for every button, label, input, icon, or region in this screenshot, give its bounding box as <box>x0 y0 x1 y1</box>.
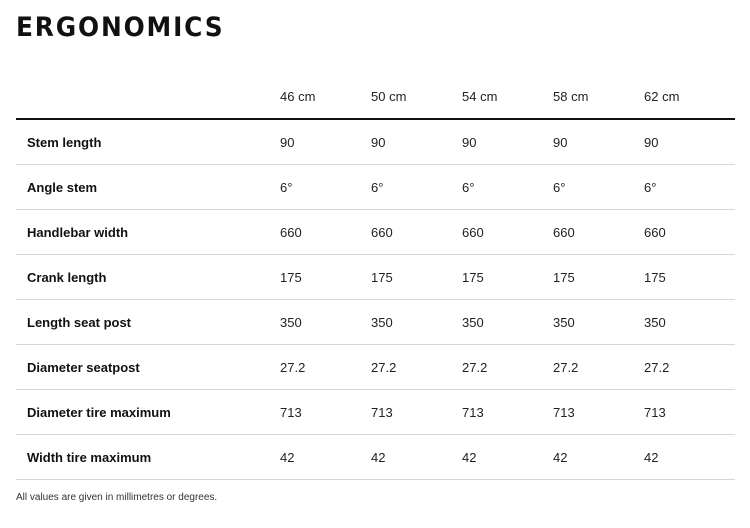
table-row <box>16 300 735 345</box>
table-cell: 350 <box>462 300 553 345</box>
column-header: 46 cm <box>280 74 371 119</box>
table-cell: 175 <box>553 255 644 300</box>
row-label: Width tire maximum <box>16 435 280 480</box>
table-cell: 175 <box>280 255 371 300</box>
table-cell: 90 <box>644 119 735 165</box>
table-cell: 6° <box>280 165 371 210</box>
table-cell: 350 <box>553 300 644 345</box>
table-cell: 713 <box>553 390 644 435</box>
table-cell: 350 <box>371 300 462 345</box>
row-label: Diameter tire maximum <box>16 390 280 435</box>
table-row <box>16 390 735 435</box>
table-cell: 175 <box>462 255 553 300</box>
column-header: 54 cm <box>462 74 553 119</box>
column-header: 50 cm <box>371 74 462 119</box>
table-cell: 660 <box>371 210 462 255</box>
table-cell: 90 <box>280 119 371 165</box>
table-row <box>16 119 735 165</box>
table-cell: 6° <box>553 165 644 210</box>
table-row <box>16 165 735 210</box>
table-cell: 660 <box>280 210 371 255</box>
page-title: ERGONOMICS <box>16 12 225 43</box>
table-cell: 42 <box>462 435 553 480</box>
table-cell: 42 <box>553 435 644 480</box>
table-row <box>16 435 735 480</box>
column-header: 58 cm <box>553 74 644 119</box>
table-cell: 660 <box>644 210 735 255</box>
table-cell: 713 <box>280 390 371 435</box>
table-cell: 27.2 <box>371 345 462 390</box>
table-cell: 27.2 <box>553 345 644 390</box>
table-cell: 175 <box>644 255 735 300</box>
table-cell: 90 <box>371 119 462 165</box>
table-cell: 27.2 <box>644 345 735 390</box>
table-cell: 42 <box>371 435 462 480</box>
table-row <box>16 255 735 300</box>
table-cell: 713 <box>371 390 462 435</box>
row-label: Length seat post <box>16 300 280 345</box>
table-cell: 660 <box>553 210 644 255</box>
table-cell: 27.2 <box>280 345 371 390</box>
row-label: Diameter seatpost <box>16 345 280 390</box>
table-cell: 42 <box>280 435 371 480</box>
table-cell: 90 <box>462 119 553 165</box>
column-header: 62 cm <box>644 74 735 119</box>
row-label: Angle stem <box>16 165 280 210</box>
table-cell: 6° <box>462 165 553 210</box>
table-cell: 6° <box>644 165 735 210</box>
table-row <box>16 210 735 255</box>
table-cell: 90 <box>553 119 644 165</box>
table-cell: 660 <box>462 210 553 255</box>
table-cell: 27.2 <box>462 345 553 390</box>
row-label: Crank length <box>16 255 280 300</box>
table-cell: 42 <box>644 435 735 480</box>
ergonomics-table <box>16 74 735 480</box>
table-cell: 175 <box>371 255 462 300</box>
table-cell: 713 <box>462 390 553 435</box>
row-label: Stem length <box>16 119 280 165</box>
table-cell: 6° <box>371 165 462 210</box>
table-row <box>16 345 735 390</box>
table-cell: 350 <box>644 300 735 345</box>
table-cell: 713 <box>644 390 735 435</box>
footnote: All values are given in millimetres or degrees. <box>16 492 218 503</box>
table-cell: 350 <box>280 300 371 345</box>
table-header-row <box>16 74 735 119</box>
row-label: Handlebar width <box>16 210 280 255</box>
header-label-cell <box>16 74 280 119</box>
